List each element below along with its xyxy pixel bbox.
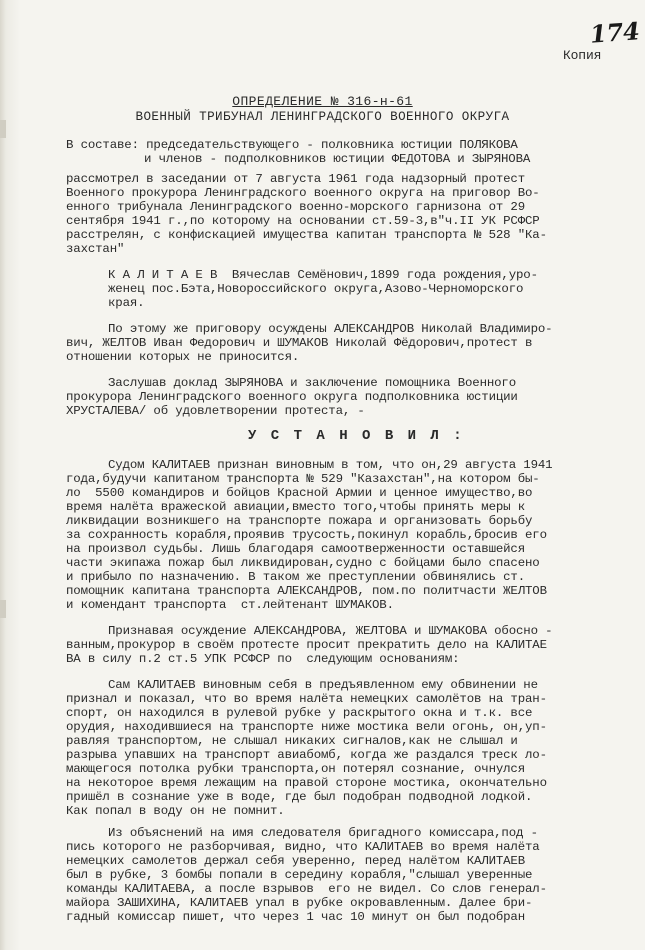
composition-line: В составе: председательствующего - полковника юстиции ПОЛЯКОВА	[66, 138, 518, 152]
text-line: К А Л И Т А Е В Вячеслав Семёнович,1899 года рождения,уро-	[108, 268, 538, 282]
text-line: части экипажа пожар был ликвидирован,судно с бойцами было спасено	[66, 556, 540, 570]
text-line: вич, ЖЕЛТОВ Иван Федорович и ШУМАКОВ Николай Фёдорович,протест в	[66, 336, 533, 350]
text-line: и прибыло по назначению. В таком же преступлении обвинялись ст.	[66, 570, 525, 584]
copy-label: Копия	[563, 48, 602, 63]
text-line: на некоторое время лежащим на правой стороне мостика, окончательно	[66, 776, 547, 790]
text-line: пришёл в сознание уже в воде, где был подобран подводной лодкой.	[66, 790, 533, 804]
text-line: разрыва упавших на транспорт авиабомб, когда же раздался треск ло-	[66, 748, 547, 762]
text-line: енного трибунала Ленинградского военно-морского гарнизона от 29	[66, 200, 525, 214]
text-line: помощник капитана транспорта АЛЕКСАНДРОВ, пом.по политчасти ЖЕЛТОВ	[66, 584, 547, 598]
text-line: мающегося потолка рубки транспорта,он потерял сознание, очнулся	[66, 762, 525, 776]
text-line: Военного прокурора Ленинградского военного округа на приговор Во-	[66, 186, 540, 200]
text-line: равляя транспортом, не слышал никаких сигналов,как не слышал и	[66, 734, 518, 748]
text-line: на произвол судьбы. Лишь благодаря самоотверженности оставшейся	[66, 542, 525, 556]
text-line: Сам КАЛИТАЕВ виновным себя в предъявленном ему обвинении не	[108, 678, 538, 692]
text-line: за сохранность корабля,проявив трусость,покинул корабль,бросив его	[66, 528, 547, 542]
text-line: немецких самолетов держал себя уверенно, перед налётом КАЛИТАЕВ	[66, 854, 525, 868]
text-line: команды КАЛИТАЕВА, а после взрывов его не видел. Со слов генерал-	[66, 882, 547, 896]
punch-hole	[0, 600, 6, 618]
text-line: года,будучи капитаном транспорта № 529 "Казахстан",на котором бы-	[66, 472, 540, 486]
text-line: признал и показал, что во время налёта немецких самолётов на тран-	[66, 692, 547, 706]
text-line: ВА в силу п.2 ст.5 УПК РСФСР по следующим основаниям:	[66, 652, 460, 666]
text-line: майора ЗАШИХИНА, КАЛИТАЕВ упал в рубке окровавленным. Далее бри-	[66, 896, 533, 910]
text-line: отношении которых не приносится.	[66, 350, 300, 364]
document-title: ОПРЕДЕЛЕНИЕ № 316-н-61	[232, 94, 413, 109]
text-line: гадный комиссар пишет, что через 1 час 10 минут он был подобран	[66, 910, 525, 924]
text-line: рассмотрел в заседании от 7 августа 1961 года надзорный протест	[66, 172, 525, 186]
text-line: ло 5500 командиров и бойцов Красной Армии и ценное имущество,во	[66, 486, 533, 500]
text-line: края.	[108, 296, 145, 310]
text-line: был в рубке, 3 бомбы попали в середину корабля,"слышал уверенные	[66, 868, 533, 882]
text-line: орудия, находившиеся на транспорте ниже мостика вели огонь, он,уп-	[66, 720, 547, 734]
text-line: спорт, он находился в рулевой рубке у раскрытого окна и т.к. все	[66, 706, 533, 720]
text-line: и комендант транспорта ст.лейтенант ШУМАКОВ.	[66, 598, 394, 612]
text-line: Признавая осуждение АЛЕКСАНДРОВА, ЖЕЛТОВА и ШУМАКОВА обосно -	[108, 624, 553, 638]
text-line: Заслушав доклад ЗЫРЯНОВА и заключение помощника Военного	[108, 376, 516, 390]
text-line: пись которого не разборчивая, видно, что КАЛИТАЕВ во время налёта	[66, 840, 540, 854]
composition-line: и членов - подполковников юстиции ФЕДОТОВА и ЗЫРЯНОВА	[144, 152, 531, 166]
text-line: прокурора Ленинградского военного округа подполковника юстиции	[66, 390, 518, 404]
text-line: ХРУСТАЛЕВА/ об удовлетворении протеста, -	[66, 404, 365, 418]
text-line: расстрелян, с конфискацией имущества капитан транспорта № 528 "Ка-	[66, 228, 547, 242]
text-line: сентября 1941 г.,по которому на основании ст.59-3,в"ч.II УК РСФСР	[66, 214, 540, 228]
text-line: Судом КАЛИТАЕВ признан виновным в том, что он,29 августа 1941	[108, 458, 553, 472]
text-line: ванным,прокурор в своём протесте просит прекратить дело на КАЛИТАЕ	[66, 638, 547, 652]
text-line: Из объяснений на имя следователя бригадного комиссара,под -	[108, 826, 538, 840]
text-line: женец пос.Бэта,Новороссийского округа,Азово-Черноморского	[108, 282, 524, 296]
text-line: ликвидации возникшего на транспорте пожара и организовать борьбу	[66, 514, 533, 528]
text-line: время налёта вражеской авиации,вместо того,чтобы принять меры к	[66, 500, 525, 514]
tribunal-name: ВОЕННЫЙ ТРИБУНАЛ ЛЕНИНГРАДСКОГО ВОЕННОГО ОКРУГА	[135, 110, 510, 124]
page-number: 174	[589, 16, 641, 49]
text-line: Как попал в воду он не помнит.	[66, 804, 285, 818]
text-line: По этому же приговору осуждены АЛЕКСАНДРОВ Николай Владимиро-	[108, 322, 553, 336]
section-heading: У С Т А Н О В И Л :	[248, 428, 465, 444]
text-line: захстан"	[66, 242, 125, 256]
